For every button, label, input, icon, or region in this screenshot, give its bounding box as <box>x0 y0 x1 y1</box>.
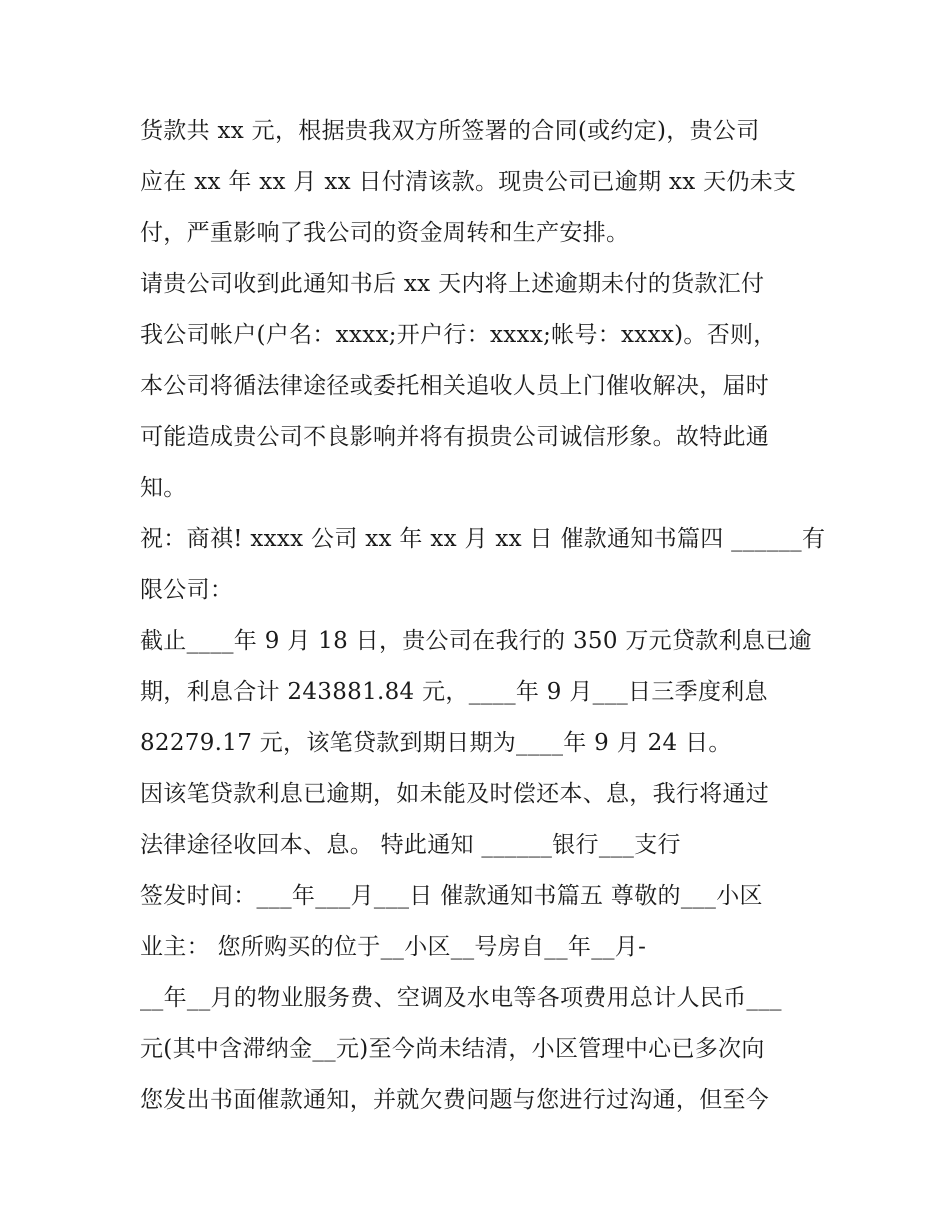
text-line: 业主： 您所购买的位于__小区__号房自__年__月- <box>140 934 647 960</box>
text-line: 因该笔贷款利息已逾期，如未能及时偿还本、息，我行将通过 <box>140 781 770 807</box>
text-line: 限公司： <box>140 577 234 603</box>
text-line: 知。 <box>140 475 187 501</box>
text-line: 法律途径收回本、息。 特此通知 ______银行___支行 <box>140 832 681 858</box>
text-line: __年__月的物业服务费、空调及水电等各项费用总计人民币___ <box>140 985 782 1011</box>
text-line: 货款共 xx 元，根据贵我双方所签署的合同(或约定)，贵公司 <box>140 118 760 144</box>
text-line: 祝：商祺! xxxx 公司 xx 年 xx 月 xx 日 催款通知书篇四 ______有 <box>140 526 826 552</box>
text-line: 本公司将循法律途径或委托相关追收人员上门催收解决，届时 <box>140 373 770 399</box>
text-line: 我公司帐户(户名：xxxx;开户行：xxxx;帐号：xxxx)。否则， <box>140 322 777 348</box>
text-line: 付，严重影响了我公司的资金周转和生产安排。 <box>140 220 630 246</box>
text-line: 元(其中含滞纳金__元)至今尚未结清，小区管理中心已多次向 <box>140 1036 765 1062</box>
document-body <box>140 106 830 1126</box>
text-line: 82279.17 元，该笔贷款到期日期为____年 9 月 24 日。 <box>140 730 732 756</box>
text-line: 签发时间：___年___月___日 催款通知书篇五 尊敬的___小区 <box>140 883 763 909</box>
text-line: 请贵公司收到此通知书后 xx 天内将上述逾期未付的货款汇付 <box>140 271 765 297</box>
text-line: 截止____年 9 月 18 日，贵公司在我行的 350 万元贷款利息已逾 <box>140 628 812 654</box>
text-line: 您发出书面催款通知，并就欠费问题与您进行过沟通，但至今 <box>140 1087 770 1113</box>
text-line: 可能造成贵公司不良影响并将有损贵公司诚信形象。故特此通 <box>140 424 770 450</box>
text-line: 应在 xx 年 xx 月 xx 日付清该款。现贵公司已逾期 xx 天仍未支 <box>140 169 797 195</box>
text-line: 期，利息合计 243881.84 元，____年 9 月___日三季度利息 <box>140 679 768 705</box>
